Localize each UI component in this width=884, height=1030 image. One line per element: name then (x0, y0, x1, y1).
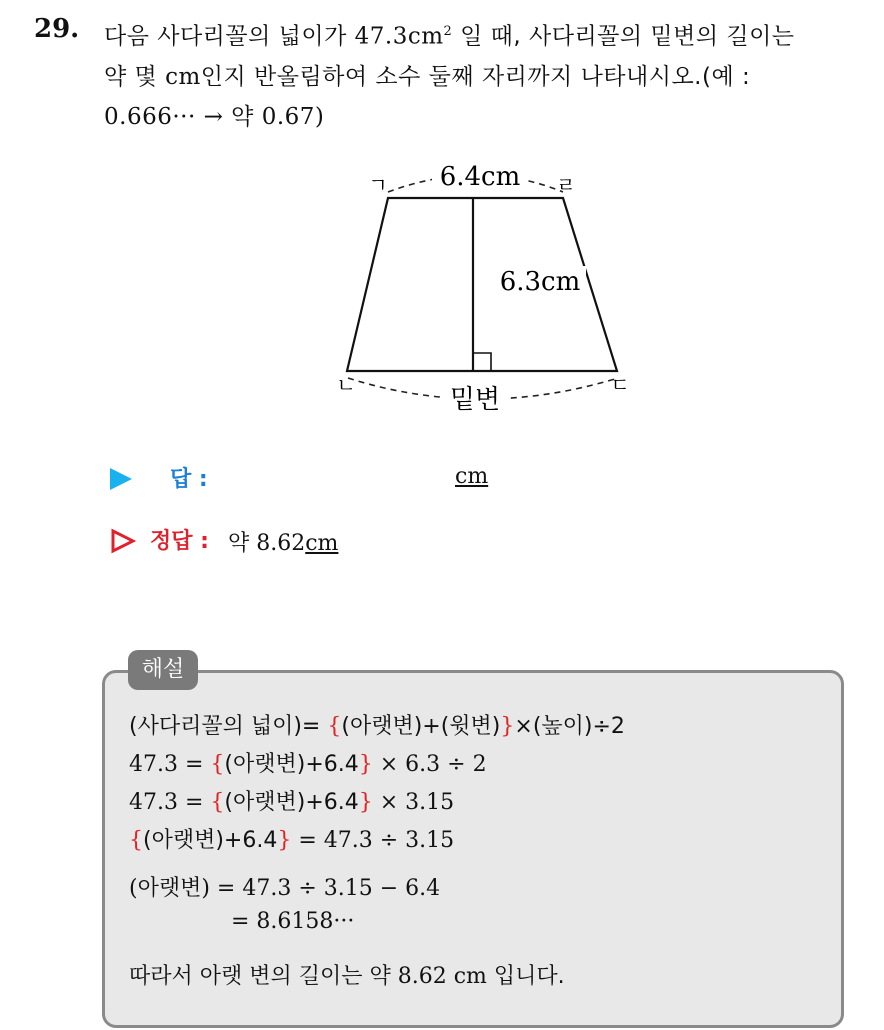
solution-line-7 (129, 959, 565, 990)
sol-text: × 3.15 (372, 790, 455, 815)
question-line-2 (104, 57, 864, 97)
sol-text: ×(높이)÷2 (514, 714, 625, 739)
sol-text: (아랫변)+(윗변) (341, 714, 501, 739)
top-edge-label: 6.4cm (439, 162, 521, 192)
sol-text: × 6.3 ÷ 2 (372, 752, 487, 777)
solution-tab: 해설 (128, 650, 198, 690)
sol-text: (사다리꼴의 넓이)= (129, 714, 328, 739)
question-text-part: 약 몇 (104, 63, 166, 90)
correct-answer-label: 정답 : (150, 529, 209, 554)
answer-row (110, 462, 530, 496)
question-text-part: 인지 반올림하여 소수 둘째 자리까지 나타내시오.(예 : (200, 63, 751, 90)
question-text (104, 12, 864, 137)
close-brace: } (500, 714, 515, 739)
outline-triangle-icon (110, 528, 136, 554)
area-value: 47.3 (354, 23, 408, 50)
solution-line-4 (129, 823, 454, 854)
question-text-part: 다음 사다리꼴의 넓이가 (104, 23, 355, 50)
close-brace: } (358, 790, 373, 815)
sol-text: 따라서 아랫 변의 길이는 약 (129, 964, 398, 989)
solution-line-2 (129, 747, 487, 778)
vertex-label-top-right: ㄹ (556, 173, 576, 197)
sol-value: 8.62 cm (397, 964, 487, 989)
open-brace: { (327, 714, 342, 739)
area-unit: cm (407, 23, 444, 50)
sol-text: (아랫변)+6.4 (143, 828, 278, 853)
vertex-label-bottom-right: ㄷ (610, 373, 630, 397)
vertex-label-bottom-left: ㄴ (336, 373, 356, 397)
open-brace: { (210, 790, 225, 815)
solution-box (102, 670, 844, 1028)
trapezoid-figure (320, 150, 640, 420)
vertex-label-top-left: ㄱ (368, 173, 388, 197)
question-line-3: 0.666··· → 약 0.67) (104, 103, 325, 130)
play-triangle-icon (110, 468, 132, 490)
sol-text: 47.3 = (129, 790, 211, 815)
approx-prefix: 약 (228, 531, 257, 556)
solution-line-6: = 8.6158··· (231, 909, 355, 934)
solution-line-1 (129, 709, 625, 740)
solution-line-5: (아랫변) = 47.3 ÷ 3.15 − 6.4 (129, 876, 441, 901)
sol-text: 47.3 = (129, 752, 211, 777)
bottom-edge-label: 밑변 (449, 385, 501, 415)
sol-text: (아랫변)+6.4 (224, 752, 359, 777)
answer-label: 답 : (170, 467, 208, 492)
answer-unit: cm (455, 464, 489, 489)
area-exponent: 2 (443, 24, 453, 39)
correct-number: 8.62 (256, 531, 306, 556)
close-brace: } (277, 828, 292, 853)
solution-line-3 (129, 785, 454, 816)
unit-text: cm (165, 63, 201, 90)
open-brace: { (129, 828, 143, 853)
question-text-part: 일 때, 사다리꼴의 밑변의 길이는 (452, 23, 795, 50)
correct-answer-value (228, 526, 338, 557)
sol-text: (아랫변)+6.4 (224, 790, 359, 815)
height-label: 6.3cm (499, 267, 581, 297)
close-brace: } (358, 752, 373, 777)
correct-unit: cm (305, 531, 339, 556)
question-line-1 (104, 12, 864, 57)
correct-answer-row (110, 524, 510, 560)
open-brace: { (210, 752, 225, 777)
sol-text: = 47.3 ÷ 3.15 (291, 828, 455, 853)
sol-text: 입니다. (486, 964, 565, 989)
question-number: 29. (34, 14, 80, 44)
